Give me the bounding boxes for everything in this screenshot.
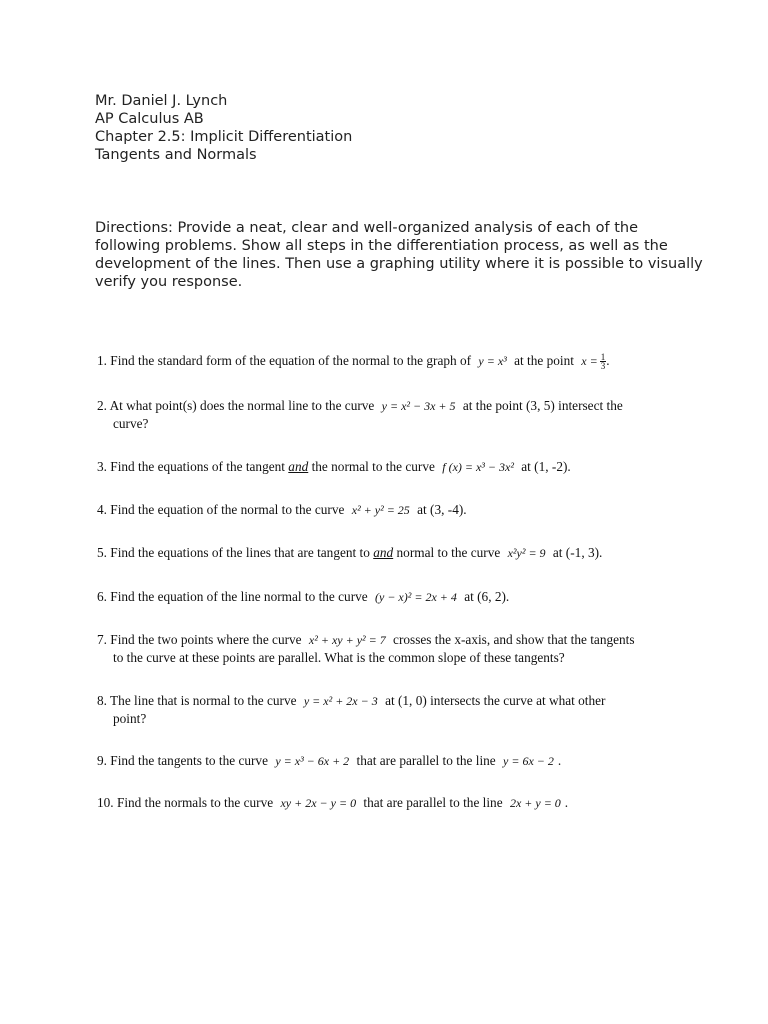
problem-text: to the curve at these points are parallel. What is the common slope of these tangents? <box>113 650 565 665</box>
problem-2 <box>97 397 712 433</box>
equation: x²y² = 9 <box>507 546 546 560</box>
problem-9 <box>97 752 712 770</box>
problem-10 <box>97 794 712 812</box>
problem-4 <box>97 501 712 519</box>
problem-8 <box>97 692 712 728</box>
problem-text: point? <box>113 711 147 726</box>
problem-text: the normal to the curve <box>311 459 435 474</box>
problem-5 <box>97 544 712 562</box>
equation: y = x³ − 6x + 2 <box>275 754 350 768</box>
equation: xy + 2x − y = 0 <box>280 796 357 810</box>
problem-text: 2. At what point(s) does the normal line to the curve <box>97 398 375 413</box>
equation: x² + y² = 25 <box>351 503 410 517</box>
problem-text: at (-1, 3). <box>552 545 603 560</box>
problem-text: at the point (3, 5) intersect the <box>462 398 623 413</box>
problem-text: at (3, -4). <box>417 502 467 517</box>
problem-text: that are parallel to the line <box>356 753 496 768</box>
header-block <box>95 92 352 164</box>
problem-text: 6. Find the equation of the line normal to the curve <box>97 589 368 604</box>
problem-text: 4. Find the equation of the normal to the curve <box>97 502 345 517</box>
problem-text: 7. Find the two points where the curve <box>97 632 302 647</box>
fraction-denominator: 3 <box>600 361 606 372</box>
problem-text: 10. Find the normals to the curve <box>97 795 274 810</box>
problem-7 <box>97 631 712 667</box>
topic-title: Tangents and Normals <box>95 147 257 163</box>
directions-paragraph: Directions: Provide a neat, clear and well-organized analysis of each of the following problems. Show all steps in the differentiation process, as well as the development of the lines. Then use a graphing utility where it is possible to visually verify you response. <box>95 220 703 290</box>
equation: y = x³ <box>478 354 507 368</box>
problem-6 <box>97 588 712 606</box>
problem-text: 1. Find the standard form of the equation of the normal to the graph of <box>97 353 472 368</box>
equation: (y − x)² = 2x + 4 <box>375 590 457 604</box>
problem-text: normal to the curve <box>396 545 501 560</box>
problem-text: . <box>606 353 610 368</box>
problem-3 <box>97 458 712 476</box>
problem-text: curve? <box>113 416 149 431</box>
equation: x² + xy + y² = 7 <box>308 633 386 647</box>
problem-text: 8. The line that is normal to the curve <box>97 693 297 708</box>
chapter-title: Chapter 2.5: Implicit Differentiation <box>95 129 353 145</box>
equation: y = x² − 3x + 5 <box>381 399 456 413</box>
problem-text: at (1, 0) intersects the curve at what other <box>385 693 606 708</box>
problem-text: 3. Find the equations of the tangent <box>97 459 285 474</box>
problem-text: at the point <box>514 353 574 368</box>
emphasis-and: and <box>373 545 394 560</box>
equation: x = <box>581 354 598 368</box>
problem-text: . <box>564 795 569 810</box>
equation: y = 6x − 2 <box>503 754 554 768</box>
problem-text: crosses the x-axis, and show that the tangents <box>393 632 635 647</box>
equation: f (x) = x³ − 3x² <box>442 460 514 474</box>
problem-1 <box>97 352 712 370</box>
teacher-name: Mr. Daniel J. Lynch <box>95 93 228 109</box>
emphasis-and: and <box>288 459 309 474</box>
problem-text: at (6, 2). <box>464 589 510 604</box>
problem-text: at (1, -2). <box>521 459 571 474</box>
problem-text: 5. Find the equations of the lines that are tangent to <box>97 545 370 560</box>
equation: y = x² + 2x − 3 <box>303 694 378 708</box>
equation: 2x + y = 0 <box>509 796 561 810</box>
problem-text: . <box>557 753 562 768</box>
problem-text: 9. Find the tangents to the curve <box>97 753 268 768</box>
problem-text: that are parallel to the line <box>363 795 503 810</box>
fraction-numerator: 1 <box>600 352 606 363</box>
course-name: AP Calculus AB <box>95 111 204 127</box>
